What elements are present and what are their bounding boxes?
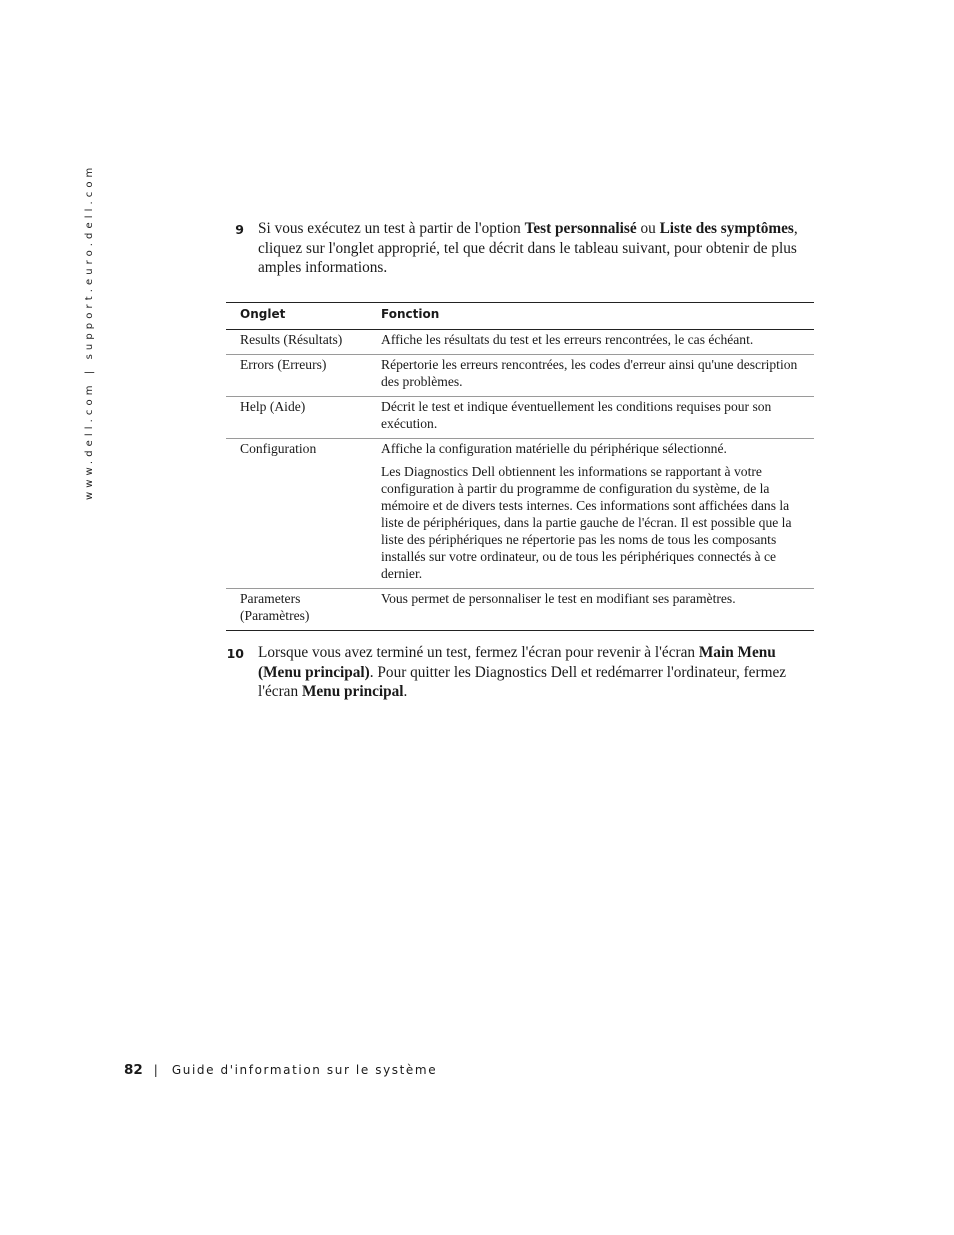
document-title: Guide d'information sur le système (171, 1063, 438, 1077)
table-row (226, 355, 814, 397)
tab-description (367, 397, 814, 439)
step-10 (226, 643, 814, 702)
description-paragraph: Affiche la configuration matérielle du périphérique sélectionné. (381, 441, 727, 456)
tab-description (367, 439, 814, 589)
step-9 (235, 219, 814, 278)
footer-separator: | (153, 1063, 158, 1077)
tab-name: Parameters (Paramètres) (226, 589, 367, 631)
menu-principal: Menu principal (301, 683, 404, 700)
header-onglet: Onglet (226, 303, 367, 330)
option-test-personnalise: Test personnalisé (524, 220, 637, 237)
page-number: 82 (124, 1062, 143, 1078)
tab-name: Help (Aide) (226, 397, 367, 439)
page-footer (124, 1062, 437, 1078)
description-paragraph: Les Diagnostics Dell obtiennent les informations se rapportant à votre configuration à partir du programme de configuration du système, de la mémoire et de divers tests internes. Ces informations sont affichées dans la liste de périphériques, dans la partie gauche de l'écran. Il est possible que la liste des périphériques ne répertorie pas les noms de tous les composants installés sur votre ordinateur, ou de tous les périphériques connectés à ce dernier. (381, 464, 792, 581)
table-row (226, 589, 814, 631)
table-row (226, 439, 814, 589)
tab-description (367, 589, 814, 631)
tab-name: Results (Résultats) (226, 330, 367, 355)
tab-description (367, 330, 814, 355)
step-number: 9 (235, 222, 244, 237)
step-text: Lorsque vous avez terminé un test, fermez l'écran pour revenir à l'écran (258, 644, 699, 661)
option-liste-symptomes: Liste des symptômes (659, 220, 794, 237)
step-text: ou (636, 220, 660, 237)
table-row (226, 330, 814, 355)
table-header-row (226, 303, 814, 330)
description-paragraph: Décrit le test et indique éventuellement les conditions requises pour son exécution. (381, 399, 772, 431)
table-row (226, 397, 814, 439)
description-paragraph: Affiche les résultats du test et les erreurs rencontrées, le cas échéant. (381, 332, 754, 347)
step-text: Si vous exécutez un test à partir de l'option (258, 220, 525, 237)
step-text: . Pour quitter les Diagnostics Dell et redémarrer l'ordinateur, fermez l'écran (258, 663, 787, 700)
menu-main-menu: Main Menu (Menu principal) (258, 644, 776, 681)
step-text: . (403, 683, 408, 700)
step-number: 10 (226, 646, 244, 661)
header-fonction: Fonction (367, 303, 814, 330)
description-paragraph: Répertorie les erreurs rencontrées, les codes d'erreur ainsi qu'une description des problèmes. (381, 357, 798, 389)
description-paragraph: Vous permet de personnaliser le test en modifiant ses paramètres. (381, 591, 736, 606)
tab-name: Configuration (226, 439, 367, 589)
tab-name: Errors (Erreurs) (226, 355, 367, 397)
step-text: , cliquez sur l'onglet approprié, tel que décrit dans le tableau suivant, pour obtenir de plus amples informations. (258, 220, 798, 276)
tab-function-table (226, 302, 814, 631)
tab-description (367, 355, 814, 397)
side-url: www.dell.com | support.euro.dell.com (84, 163, 95, 500)
